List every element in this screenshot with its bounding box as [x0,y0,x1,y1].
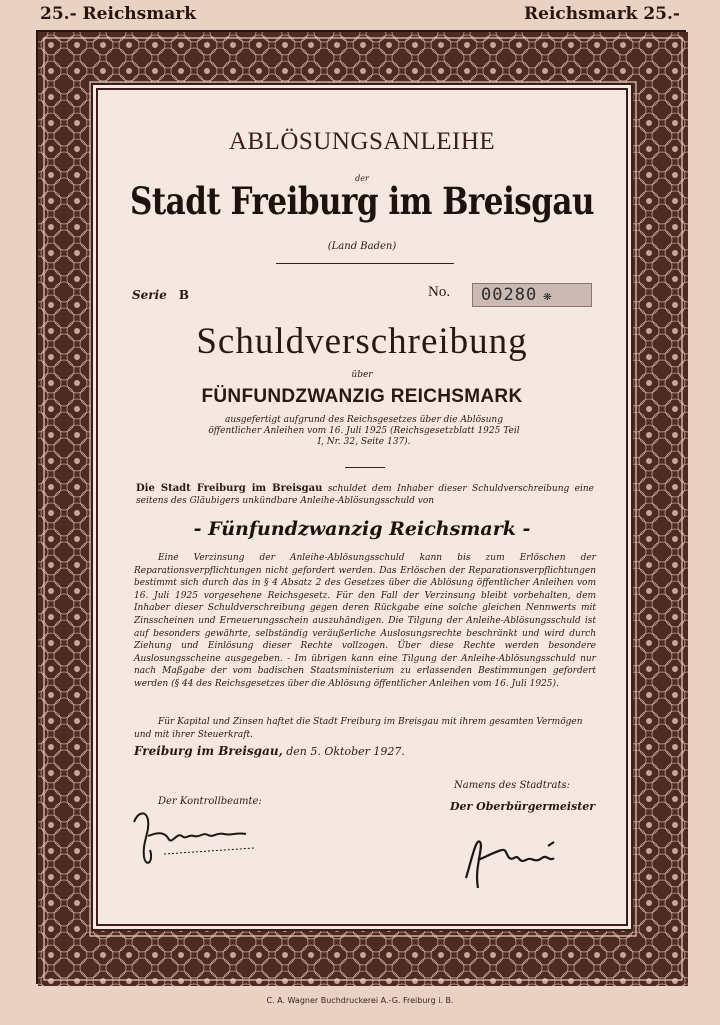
amount-heading: FÜNFUNDZWANZIG REICHSMARK [201,386,523,407]
namens-label: Namens des Stadtrats: [454,780,571,791]
intro-paragraph [136,483,594,507]
intro-text: schuldet dem Inhaber dieser Schuldverschreibung eine seitens des Gläubigers unkündbare Anleihe-Ablösungsschuld von [136,484,594,506]
certificate-title: ABLÖSUNGSANLEIHE [228,128,496,155]
oberbuergermeister-label: Der Oberbürgermeister [450,800,596,813]
issuer-name: Die Stadt Freiburg im Breisgau [136,483,323,494]
law-reference: ausgefertigt aufgrund des Reichsgesetzes über die Ablösung öffentlicher Anleihen vom 16. Juli 1925 (Reichsgesetzblatt 1925 Teil I, Nr. 32, Seite 137). [208,415,520,447]
certificate-panel [96,88,628,926]
short-rule [345,467,385,468]
mayor-signature [458,828,588,898]
date: den 5. Oktober 1927. [282,745,405,758]
terms-paragraph: Eine Verzinsung der Anleihe-Ablösungsschuld kann bis zum Erlöschen der Reparationsverpflichtungen nicht gefordert werden. Das Erlöschen der Reparationsverpflichtungen bestimmt sich durch das in § 4 Absatz 2 des Gesetzes über die Ablösung öffentlicher Anleihen vom 16. Juli 1925 vorgesehene Reichsgesetz. Für den Fall der Verzinsung bleibt vorbehalten, dem Inhaber dieser Schuldverschreibung gegen deren Rückgabe eine solche gleichen Nennwerts mit Zinsscheinen und Erneuerungsschein auszuhändigen. Die Tilgung der Anleihe-Ablösungsschuld ist auf besonders gewährte, selbständig veräußerliche Auslosungsrechte beschränkt und wird durch Ziehung und Einlösung dieser Rechte vollzogen. Über diese Rechte werden besondere Auslosungsscheine ausgegeben. - Im übrigen kann eine Tilgung der Anleihe-Ablösungsschuld nur nach Maßgabe der vom badischen Staatsministerium zu erlassenden Bestimmungen gefordert werden (§ 44 des Reichsgesetzes über die Ablösung öffentlicher Anleihen vom 16. Juli 1925). [134,553,596,689]
land-label: (Land Baden) [327,241,397,252]
rosette-icon: ❋ [543,288,553,304]
divider-rule [276,263,454,264]
serial-number-box [472,283,592,307]
serie-label: Serie [132,288,167,302]
denomination-top-right: Reichsmark 25.- [524,4,680,24]
number-label: No. [428,284,451,300]
document-type: Schuldverschreibung [196,321,528,362]
place-date [134,744,405,758]
ueber-label: über [351,370,373,380]
amount-words: - Fünfundzwanzig Reichsmark - [193,518,531,540]
controller-signature [124,802,264,882]
denomination-top-left: 25.- Reichsmark [40,4,196,24]
issuer-city: Stadt Freiburg im Breisgau [129,180,595,224]
serial-number: 00280 [481,285,538,305]
liability-paragraph: Für Kapital und Zinsen haftet die Stadt Freiburg im Breisgau mit ihrem gesamten Vermögen und mit ihrer Steuerkraft. [134,717,583,740]
place: Freiburg im Breisgau, [134,744,283,758]
serie-field [132,288,189,302]
serie-value: B [178,288,189,302]
kontrollbeamte-label: Der Kontrollbeamte: [158,796,262,807]
der-label: der [355,174,369,183]
printer-imprint: C. A. Wagner Buchdruckerei A.-G. Freiburg i. B. [266,996,454,1005]
